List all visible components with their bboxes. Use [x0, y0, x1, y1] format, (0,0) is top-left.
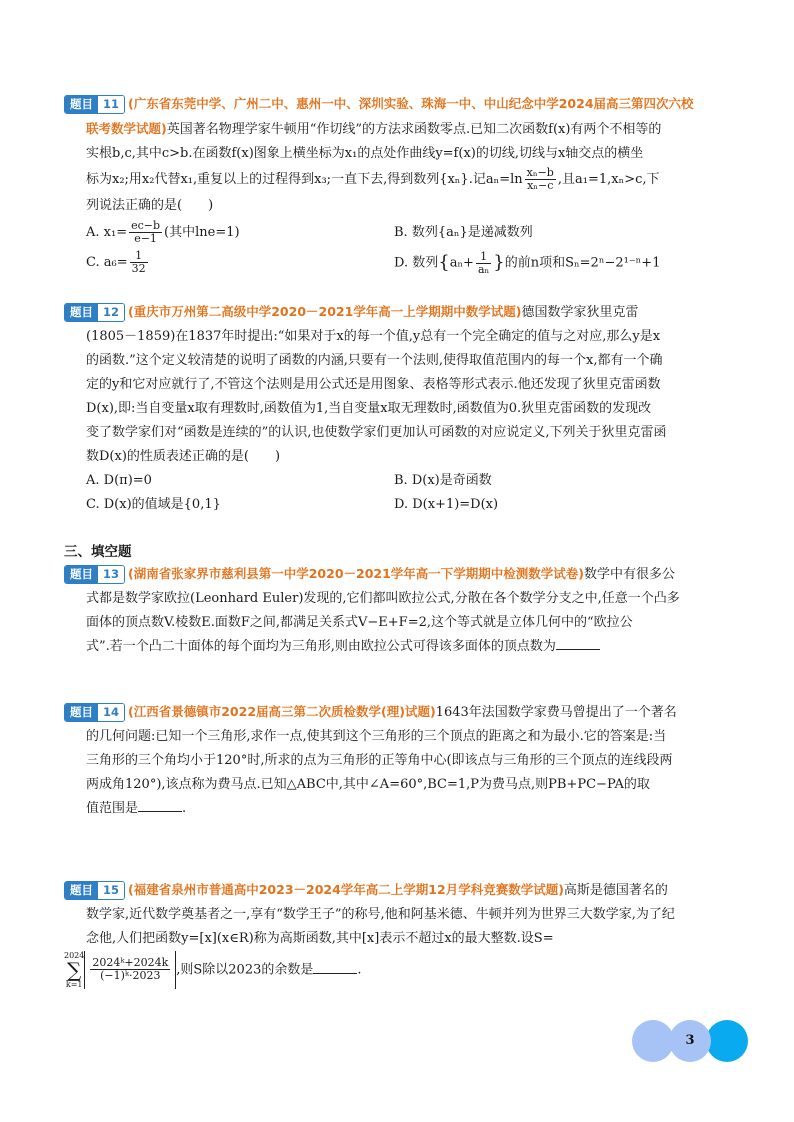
problem-13	[64, 562, 734, 659]
problem-14: 题目 14 (江西省景德镇市2022届高三第二次质检数学(理)试题)1643年法国数学家费马曾提出了一个著名 的几何问题:已知一个三角形,求作一点,使其到这个三角形的三个顶点的距离之和为最小.它的答案是:当 三角形的三个角均小于120°时,所求的点为三角形的正等角中心(即该点与三角形的三个顶点的连线段两 两成角120°),该点称为费马点.已知△ABC中,其中∠A=60°,BC=1,P为费马点,则PB+PC−PA的取 值范围是 .	[64, 700, 734, 821]
problem-badge: 题目 11	[64, 95, 125, 114]
problem-text: 定的y和它对应就行了,不管这个法则是用公式还是用图象、表格等形式表示.他还发现了狄里克雷函数	[86, 377, 661, 392]
problem-text: 的函数.”这个定义较清楚的说明了函数的内涵,只要有一个法则,使得取值范围内的每一个x,都有一个确	[86, 353, 663, 368]
problem-text: 两成角120°),该点称为费马点.已知△ABC中,其中∠A=60°,BC=1,P为费马点,则PB+PC−PA的取	[86, 777, 650, 792]
decor-dot	[632, 1020, 674, 1062]
option-c[interactable]: C. D(x)的值域是{0,1}	[86, 497, 221, 512]
problem-text: 数学家,近代数学奠基者之一,享有“数学王子”的称号,他和阿基米德、牛顿并列为世界三大数学家,为了纪	[86, 907, 675, 922]
problem-text: 数学中有很多公	[584, 567, 676, 582]
problem-source: (重庆市万州第二高级中学2020－2021学年高一上学期期中数学试题)	[128, 304, 522, 319]
section-title: 三、填空题	[64, 544, 132, 560]
option-c[interactable]: C. a₆= $\frac{1}{32}$	[86, 249, 146, 275]
problem-text: 1643年法国数学家费马曾提出了一个著名	[435, 705, 677, 720]
problem-text: 标为x₂;用x₂代替x₁,重复以上的过程得到x₃;一直下去,得到数列{xₙ}.记aₙ=ln	[86, 172, 523, 187]
problem-text: (1805－1859)在1837年时提出:“如果对于x的每一个值,y总有一个完全确定的值与之对应,那么y是x	[86, 329, 661, 344]
page-number: 3	[685, 1033, 695, 1048]
problem-text: D(x),即:当自变量x取有理数时,函数值为1,当自变量x取无理数时,函数值为0.狄里克雷函数的发现改	[86, 401, 652, 416]
problem-text: 念他,人们把函数y=[x](x∈R)称为高斯函数,其中[x]表示不超过x的最大整数.设S=	[86, 931, 554, 946]
problem-source: (湖南省张家界市慈利县第一中学2020－2021学年高一下学期期中检测数学试卷)	[128, 566, 585, 581]
problem-text: 式”.若一个凸二十面体的每个面均为三角形,则由欧拉公式可得该多面体的顶点数为	[86, 639, 556, 654]
problem-text: 列说法正确的是( )	[86, 198, 214, 213]
answer-blank[interactable]	[556, 635, 600, 650]
problem-text: 变了数学家们对“函数是连续的”的认识,也使数学家们更加认可函数的对应说定义,下列关于狄里克雷函	[86, 425, 667, 440]
problem-badge: 题目 13	[64, 565, 125, 584]
problem-15: 题目 15 (福建省泉州市普通高中2023－2024学年高二上学期12月学科竞赛数学试题)高斯是德国著名的 数学家,近代数学奠基者之一,享有“数学王子”的称号,他和阿基米德、牛顿并列为世界三大数学家,为了纪 念他,人们把函数y=[x](x∈R)称为高斯函数,其中[x]表示不超过x的最大整数.设S= 2024 ∑ k=1 $\frac{\text{2024ᵏ+2024k}}{\text{(−1)ᵏ·2023}}$ ,则S除以2023的余数是 .	[64, 878, 734, 989]
summation: 2024 ∑ k=1	[64, 951, 85, 989]
answer-blank[interactable]	[138, 797, 182, 812]
decor-dot	[706, 1020, 748, 1062]
option-d[interactable]: D. 数列{aₙ+ $\frac{1}{\text{aₙ}}$ }的前n项和Sₙ=2ⁿ−2¹⁻ⁿ+1	[394, 249, 661, 276]
option-b[interactable]: B. D(x)是奇函数	[394, 473, 492, 488]
problem-badge: 题目 12	[64, 303, 125, 322]
problem-text: 式都是数学家欧拉(Leonhard Euler)发现的,它们都叫欧拉公式,分散在各个数学分支之中,任意一个凸多	[86, 591, 680, 606]
problem-text: ,则S除以2023的余数是	[176, 962, 314, 978]
problem-text: ,且a₁=1,xₙ>c,下	[557, 172, 660, 187]
problem-text: 德国数学家狄里克雷	[521, 305, 639, 320]
floor-bracket: $\frac{\text{2024ᵏ+2024k}}{\text{(−1)ᵏ·2023}}$	[84, 951, 176, 989]
problem-source: (福建省泉州市普通高中2023－2024学年高二上学期12月学科竞赛数学试题)	[128, 882, 564, 897]
problem-source: (广东省东莞中学、广州二中、惠州一中、深圳实验、珠海一中、中山纪念中学2024届高三第四次六校	[128, 96, 694, 111]
problem-text: 实根b,c,其中c>b.在函数f(x)图象上横坐标为x₁的点处作曲线y=f(x)的切线,切线与x轴交点的横坐	[86, 146, 644, 161]
page-number-indicator	[632, 1020, 748, 1062]
problem-text: 数D(x)的性质表述正确的是( )	[86, 449, 281, 464]
problem-text: 高斯是德国著名的	[563, 883, 668, 898]
option-b[interactable]: B. 数列{aₙ}是递减数列	[394, 225, 533, 240]
problem-11	[64, 92, 734, 278]
problem-text: 的几何问题:已知一个三角形,求作一点,使其到这个三角形的三个顶点的距离之和为最小.它的答案是:当	[86, 729, 667, 744]
option-a[interactable]: A. x₁= $\frac{ec-b}{e-1}$ (其中lne=1)	[86, 219, 240, 245]
fraction: $\frac{\text{xₙ−b}}{\text{xₙ−c}}$	[526, 166, 554, 192]
problem-text: 值范围是	[86, 801, 139, 816]
problem-text: 面体的顶点数V.棱数E.面数F之间,都满足关系式V−E+F=2,这个等式就是立体几何中的“欧拉公	[86, 615, 633, 630]
problem-source: (江西省景德镇市2022届高三第二次质检数学(理)试题)	[128, 704, 436, 719]
problem-source-cont: 联考数学试题)	[86, 121, 167, 136]
problem-text: 三角形的三个角均小于120°时,所求的点为三角形的正等角中心(即该点与三角形的三个顶点的连线段两	[86, 753, 673, 768]
problem-12	[64, 300, 734, 517]
option-d[interactable]: D. D(x+1)=D(x)	[394, 497, 499, 512]
problem-badge: 题目 14	[64, 703, 125, 722]
option-a[interactable]: A. D(π)=0	[86, 473, 152, 488]
problem-text: 英国著名物理学家牛顿用“作切线”的方法求函数零点.已知二次函数f(x)有两个不相等的	[166, 122, 662, 137]
problem-badge: 题目 15	[64, 881, 125, 900]
answer-blank[interactable]	[313, 959, 357, 974]
